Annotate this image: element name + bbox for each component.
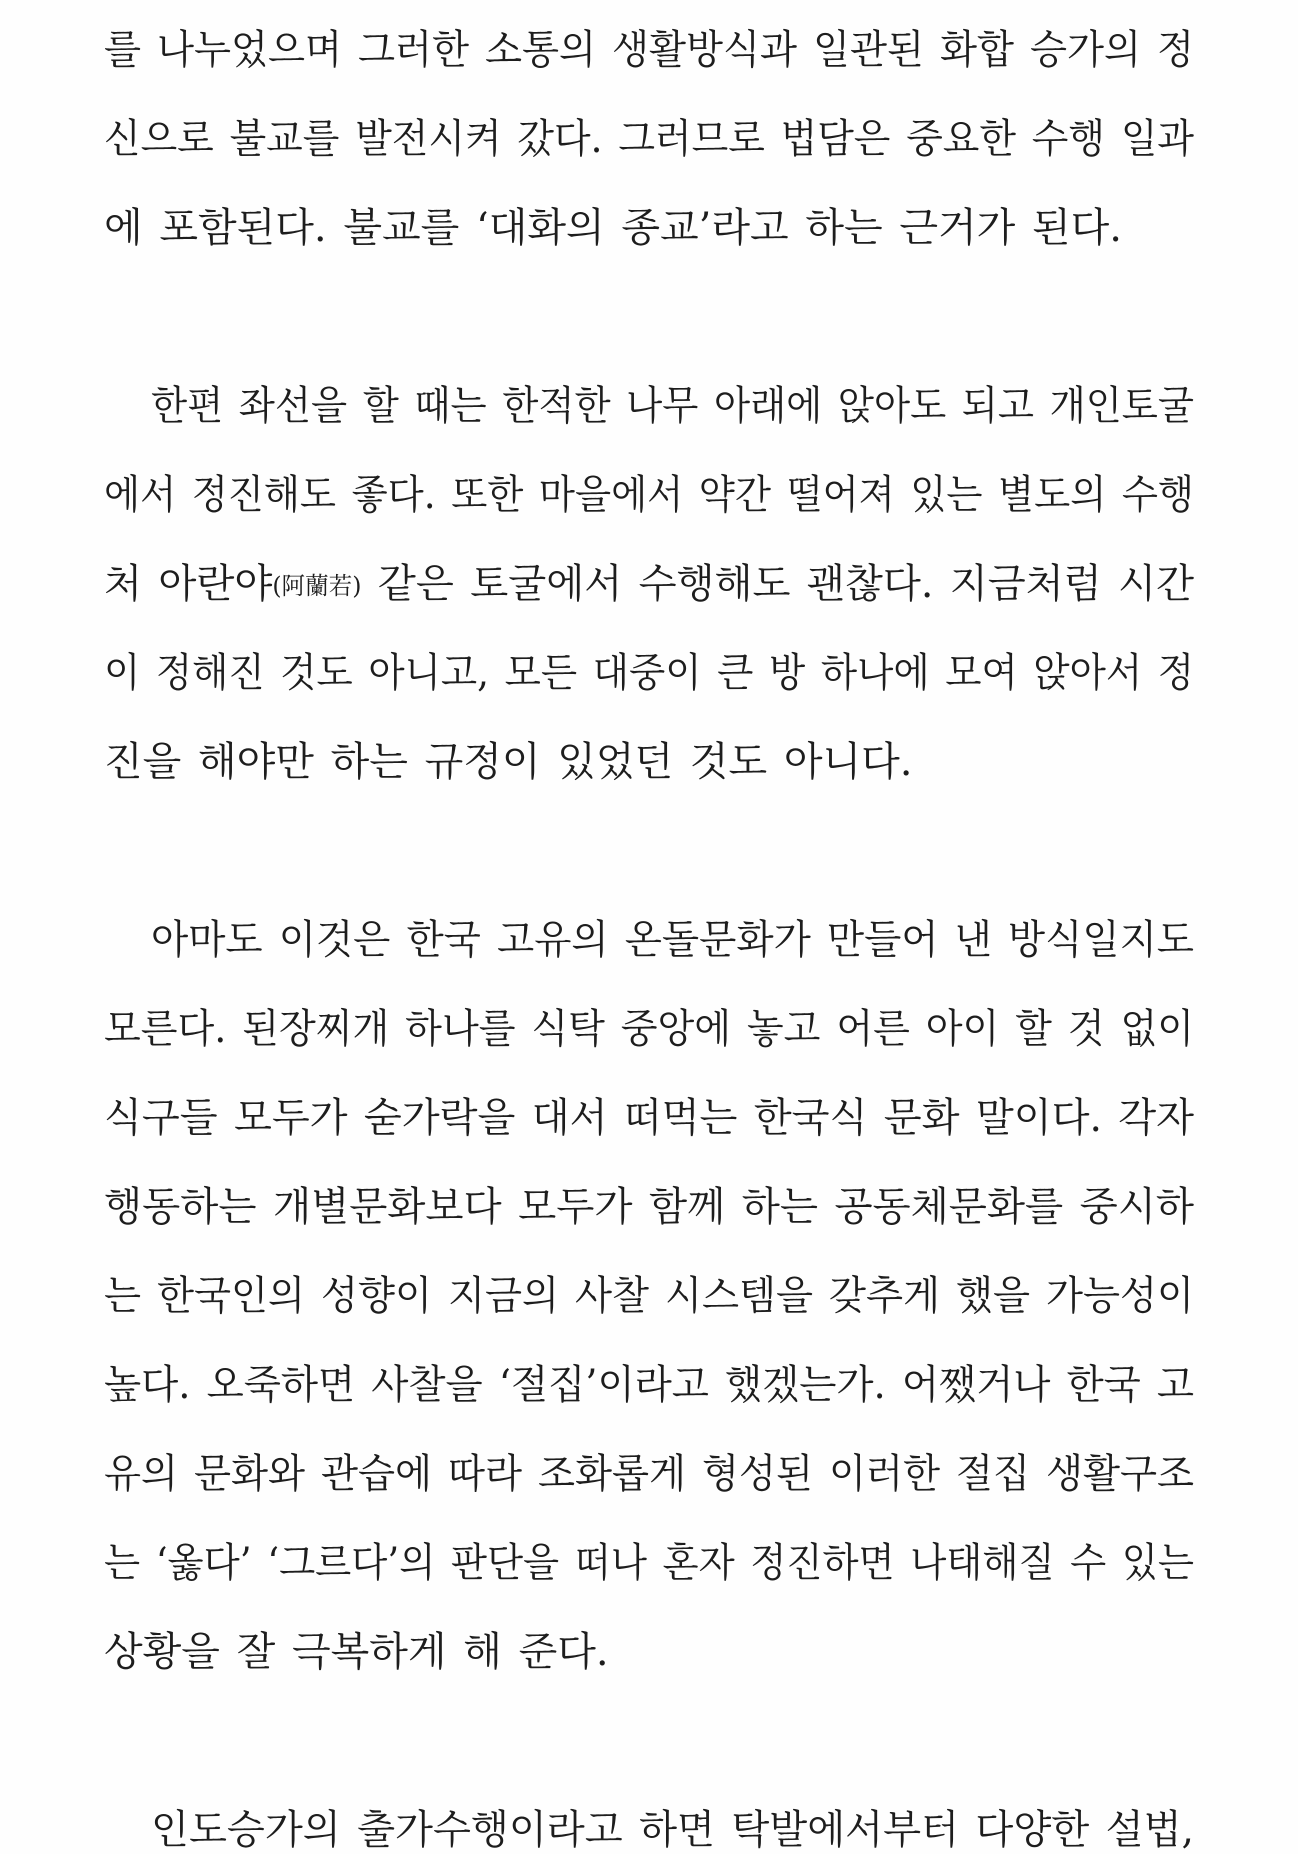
line-text: 모른다. 된장찌개 하나를 식탁 중앙에 놓고 어른 아이 할 것 없이: [104, 1006, 1194, 1052]
text-line: [104, 26, 1194, 74]
text-line: [104, 560, 1194, 608]
line-text: 이 정해진 것도 아니고, 모든 대중이 큰 방 하나에 모여 앉아서 정: [104, 650, 1194, 696]
paragraph: [0, 1806, 1298, 1854]
text-line: [151, 916, 1194, 964]
line-text: 에서 정진해도 좋다. 또한 마을에서 약간 떨어져 있는 별도의 수행: [104, 472, 1194, 518]
line-text: 상황을 잘 극복하게 해 준다.: [104, 1629, 609, 1675]
hanja-annotation: (阿蘭若): [272, 572, 362, 600]
text-line: [104, 649, 1194, 697]
paragraph: [0, 382, 1298, 786]
text-line: [104, 1094, 1194, 1142]
line-text: 식구들 모두가 숟가락을 대서 떠먹는 한국식 문화 말이다. 각자: [104, 1095, 1194, 1141]
line-text: 높다. 오죽하면 사찰을 ‘절집’이라고 했겠는가. 어쨌거나 한국 고: [104, 1362, 1194, 1408]
line-text: 행동하는 개별문화보다 모두가 함께 하는 공동체문화를 중시하: [104, 1184, 1194, 1230]
text-line: [104, 1539, 1194, 1587]
text-line: [104, 471, 1194, 519]
text-line: [104, 738, 1194, 786]
text-line: [151, 382, 1194, 430]
line-text: 를 나누었으며 그러한 소통의 생활방식과 일관된 화합 승가의 정: [104, 27, 1194, 73]
paragraph: [0, 26, 1298, 252]
line-text: 에 포함된다. 불교를 ‘대화의 종교’라고 하는 근거가 된다.: [104, 205, 1122, 251]
line-text: 유의 문화와 관습에 따라 조화롭게 형성된 이러한 절집 생활구조: [104, 1451, 1194, 1497]
line-text-segment: 처 아란야: [104, 561, 273, 607]
text-line: [104, 1450, 1194, 1498]
paragraph: [0, 916, 1298, 1676]
line-text: 신으로 불교를 발전시켜 갔다. 그러므로 법담은 중요한 수행 일과: [104, 116, 1194, 162]
line-text: 한편 좌선을 할 때는 한적한 나무 아래에 앉아도 되고 개인토굴: [151, 383, 1194, 429]
line-text: [104, 560, 1194, 610]
line-text-segment: 같은 토굴에서 수행해도 괜찮다. 지금처럼 시간: [361, 561, 1194, 607]
line-text: 인도승가의 출가수행이라고 하면 탁발에서부터 다양한 설법,: [151, 1807, 1194, 1853]
text-line: [104, 1628, 1194, 1676]
text-line: [104, 1183, 1194, 1231]
text-line: [151, 1806, 1194, 1854]
line-text: 는 한국인의 성향이 지금의 사찰 시스템을 갖추게 했을 가능성이: [104, 1273, 1194, 1319]
text-line: [104, 115, 1194, 163]
text-line: [104, 1005, 1194, 1053]
line-text: 진을 해야만 하는 규정이 있었던 것도 아니다.: [104, 739, 913, 785]
line-text: 아마도 이것은 한국 고유의 온돌문화가 만들어 낸 방식일지도: [151, 917, 1194, 963]
text-line: [104, 1361, 1194, 1409]
text-line: [104, 204, 1194, 252]
line-text: 는 ‘옳다’ ‘그르다’의 판단을 떠나 혼자 정진하면 나태해질 수 있는: [104, 1540, 1194, 1586]
text-line: [104, 1272, 1194, 1320]
